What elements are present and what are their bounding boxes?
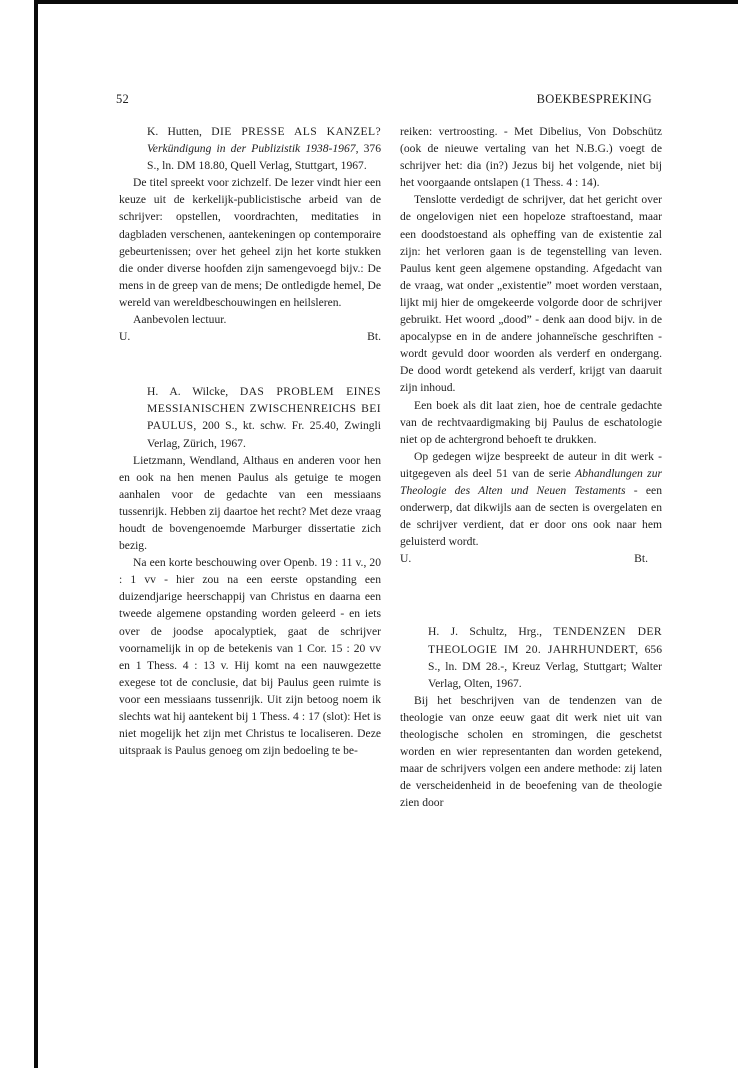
review-1-bibliography (147, 123, 381, 174)
review-1-title: DIE PRESSE ALS KANZEL? (211, 125, 381, 138)
page-frame-left-edge (34, 0, 38, 1068)
review-2-paragraph-continued: reiken: vertroosting. - Met Dibelius, Von Dobschütz (ook de nieuwe vertaling van het N.B.G.) voegt de schrijver het: dia (in?) Jezus bij het volgende, niet bij het voorgaande ontslapen (1 Thess. 4 : 14). (400, 125, 662, 190)
review-2-paragraph: Na een korte beschouwing over Openb. 19 : 11 v., 20 : 1 vv - hier zou na een eerste opstanding een duizendjarige heerschappij van Christus en daarna een tweede algemene opstanding worden geleerd - en iets over de joodse apocalyptiek, gaat de schrijver voornamelijk in op de betekenis van 1 Cor. 15 : 20 vv en 1 Thess. 4 : 13 v. Hij komt na een nauwgezette exegese tot de conclusie, dat bij Paulus geen ruimte is voor een messiaans tussenrijk. Uit zijn betoog noem ik slechts wat hij aantekent bij 1 Thess. 4 : 17 (slot): Het is niet mogelijk het zijn met Christus te localiseren. Deze uitspraak is Paulus genoeg om zijn bedoeling te be- (119, 556, 381, 758)
review-2-bibliography (147, 383, 381, 451)
review-3-publication: 656 S., ln. DM 28.-, Kreuz Verlag, Stuttgart; Walter Verlag, Olten, 1967. (428, 642, 662, 690)
review-1-author: K. Hutten, (147, 125, 212, 138)
series-outro: - een onderwerp, dat dikwijls aan de secten is overgelaten en de schrijver verdient, dat er door ons ook naar hem geluisterd wordt. (400, 483, 662, 549)
review-3-title: TENDENZEN DER THEOLOGIE IM 20. JAHRHUNDERT, (428, 625, 662, 656)
review-1-publication: 376 S., ln. DM 18.80, Quell Verlag, Stuttgart, 1967. (147, 142, 381, 173)
series-intro: Op gedegen wijze bespreekt de auteur in dit werk - uitgegeven als deel 51 van de serie (400, 449, 662, 480)
signature-reviewer: Bt. (367, 330, 381, 344)
review-2-paragraph (400, 448, 662, 551)
review-3-paragraph: Bij het beschrijven van de tendenzen van de theologie van onze eeuw gaat dit werk niet uit van theologische scholen en stromingen, die geschetst worden en wier representanten dan worden getekend, maar de schrijvers volgen een andere methode: zij laten de verscheidenheid in de beoefening van de theologie zien door (400, 693, 662, 810)
review-1-paragraph: Aanbevolen lectuur. (133, 313, 227, 327)
review-2-paragraph: Tenslotte verdedigt de schrijver, dat het gericht over de ongelovigen niet een hopeloze straftoestand, maar een doodstoestand als opheffing van de existentie zal zijn: het verloren gaan is de tegenstelling van leven. Paulus kent geen algemene opstanding. Afgedacht van de vraag, wat onder „existentie” moet worden verstaan, lijkt mij hier de omgekeerde volgorde door de schrijver gebruikt. Het woord „dood” - denk aan dood bijv. in de apocalypse en in de andere johanneïsche geschriften - wordt gevuld door woorden als verderf en ondergang. De dood wordt getekend als verderf, krijgt van daaruit zijn inhoud. (400, 193, 662, 395)
signature-reviewer: Bt. (634, 552, 648, 566)
series-title: Abhandlungen zur Theologie des Alten und Neuen Testaments (400, 466, 662, 497)
page-number: 52 (116, 92, 130, 106)
signature-initial: U. (400, 552, 412, 566)
page-frame-top-edge (34, 0, 738, 4)
right-column (400, 123, 662, 811)
review-1-subtitle: Verkündigung in der Publizistik 1938-1967, (147, 142, 359, 156)
review-2-paragraph: Een boek als dit laat zien, hoe de centrale gedachte van de rechtvaardigmaking bij Paulus de eschatologie niet op de achtergrond behoeft te drukken. (400, 398, 662, 446)
review-3-bibliography (428, 623, 662, 691)
review-1-signature (119, 328, 381, 345)
review-2-publication: 200 S., kt. schw. Fr. 25.40, Zwingli Verlag, Zürich, 1967. (147, 419, 381, 450)
review-2-title: DAS PROBLEM EINES MESSIANISCHEN ZWISCHENREICHS BEI PAULUS, (147, 385, 381, 433)
review-2-signature (400, 550, 662, 567)
left-column (119, 123, 381, 759)
review-2-paragraph: Lietzmann, Wendland, Althaus en anderen voor hen en ook na hen menen Paulus als getuige te mogen aanhalen voor de gedachte van een messiaans tussenrijk. Hebben zij daartoe het recht? Met deze vraag houdt de bovengenoemde Marburger dissertatie zich bezig. (119, 453, 381, 553)
review-3-author: H. J. Schultz, Hrg., (428, 625, 554, 639)
running-title: BOEKBESPREKING (536, 92, 652, 106)
review-2-author: H. A. Wilcke, (147, 385, 240, 399)
signature-initial: U. (119, 330, 131, 344)
review-1-paragraph: De titel spreekt voor zichzelf. De lezer vindt hier een keuze uit de kerkelijk-publicistische arbeid van de schrijver: opstellen, voordrachten, meditaties in dagbladen verschenen, aantekeningen op contemporaire gebeurtenissen; over het geheel zijn het korte stukken die onder diverse hoofden zijn samengevoegd bijv.: De mens in de greep van de mens; De ontledigde hemel, De wereld van wereldbeschouwingen en heilsleren. (119, 176, 381, 309)
